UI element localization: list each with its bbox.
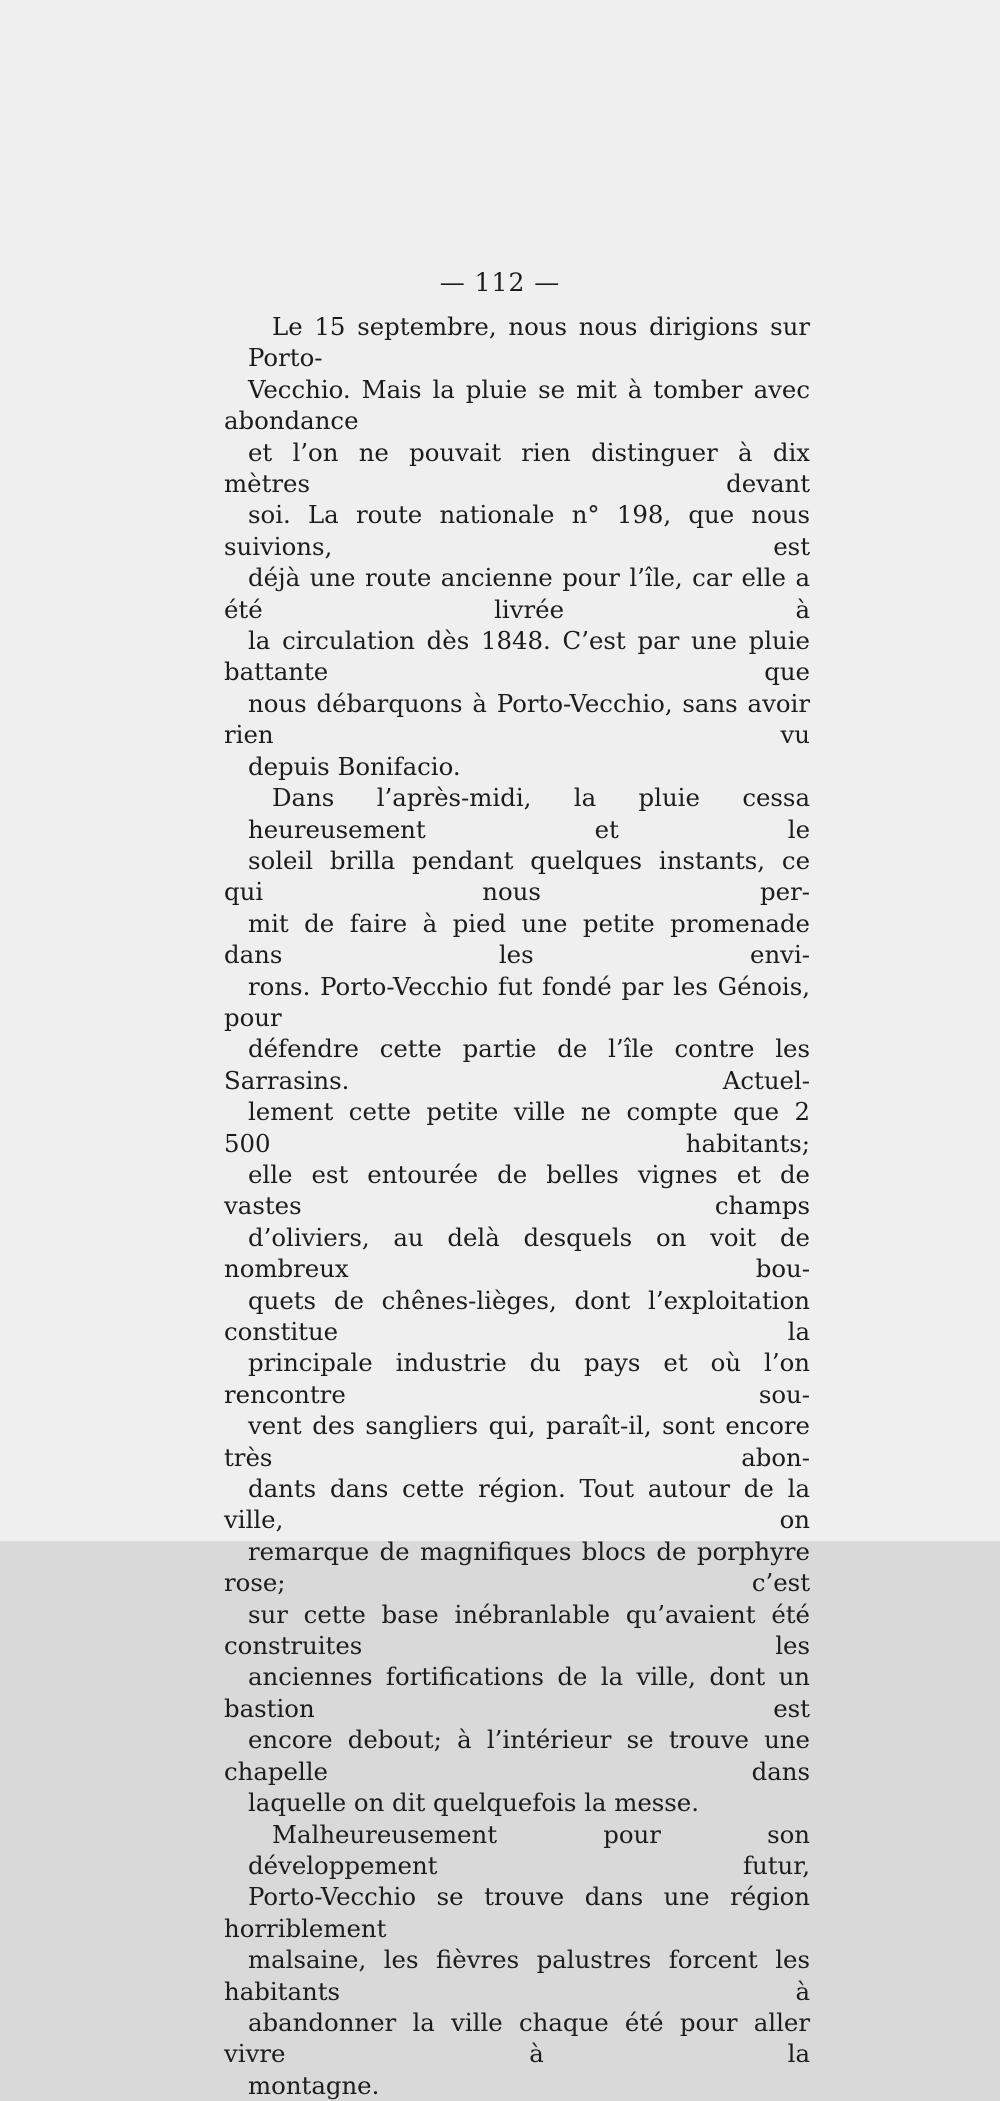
text-line: Vecchio. Mais la pluie se mit à tomber avec abondance (224, 374, 810, 437)
page-number: — 112 — (0, 268, 1000, 297)
text-line: nous débarquons à Porto-Vecchio, sans avoir rien vu (224, 688, 810, 751)
text-line: et l’on ne pouvait rien distinguer à dix mètres devant (224, 437, 810, 500)
paragraph-3 (224, 1819, 810, 2101)
text-line: Dans l’après-midi, la pluie cessa heureusement et le (224, 782, 810, 845)
text-line: anciennes fortifications de la ville, dont un bastion est (224, 1661, 810, 1724)
text-line: quets de chênes-lièges, dont l’exploitation constitue la (224, 1285, 810, 1348)
text-line: abandonner la ville chaque été pour aller vivre à la (224, 2007, 810, 2070)
text-line: remarque de magnifiques blocs de porphyre rose; c’est (224, 1536, 810, 1599)
text-line: lement cette petite ville ne compte que 2 500 habitants; (224, 1096, 810, 1159)
text-line: montagne. (224, 2070, 810, 2101)
text-line: sur cette base inébranlable qu’avaient été construites les (224, 1599, 810, 1662)
paragraph-1 (224, 311, 810, 782)
text-line: Le 15 septembre, nous nous dirigions sur Porto- (224, 311, 810, 374)
text-line: malsaine, les fièvres palustres forcent les habitants à (224, 1944, 810, 2007)
text-line: Porto-Vecchio se trouve dans une région horriblement (224, 1881, 810, 1944)
text-line: depuis Bonifacio. (224, 751, 810, 782)
text-line: soleil brilla pendant quelques instants, ce qui nous per- (224, 845, 810, 908)
text-line: défendre cette partie de l’île contre les Sarrasins. Actuel- (224, 1033, 810, 1096)
text-line: encore debout; à l’intérieur se trouve une chapelle dans (224, 1724, 810, 1787)
text-line: principale industrie du pays et où l’on rencontre sou- (224, 1347, 810, 1410)
text-line: d’oliviers, au delà desquels on voit de nombreux bou- (224, 1222, 810, 1285)
text-line: elle est entourée de belles vignes et de vastes champs (224, 1159, 810, 1222)
text-line: déjà une route ancienne pour l’île, car elle a été livrée à (224, 562, 810, 625)
text-line: dants dans cette région. Tout autour de la ville, on (224, 1473, 810, 1536)
paragraph-2 (224, 782, 810, 1818)
text-line: mit de faire à pied une petite promenade dans les envi- (224, 908, 810, 971)
text-line: rons. Porto-Vecchio fut fondé par les Génois, pour (224, 971, 810, 1034)
text-line: soi. La route nationale n° 198, que nous suivions, est (224, 499, 810, 562)
text-line: la circulation dès 1848. C’est par une pluie battante que (224, 625, 810, 688)
text-line: laquelle on dit quelquefois la messe. (224, 1787, 810, 1818)
text-line: vent des sangliers qui, paraît-il, sont encore très abon- (224, 1410, 810, 1473)
text-line: Malheureusement pour son développement futur, (224, 1819, 810, 1882)
body-text (224, 311, 810, 2101)
